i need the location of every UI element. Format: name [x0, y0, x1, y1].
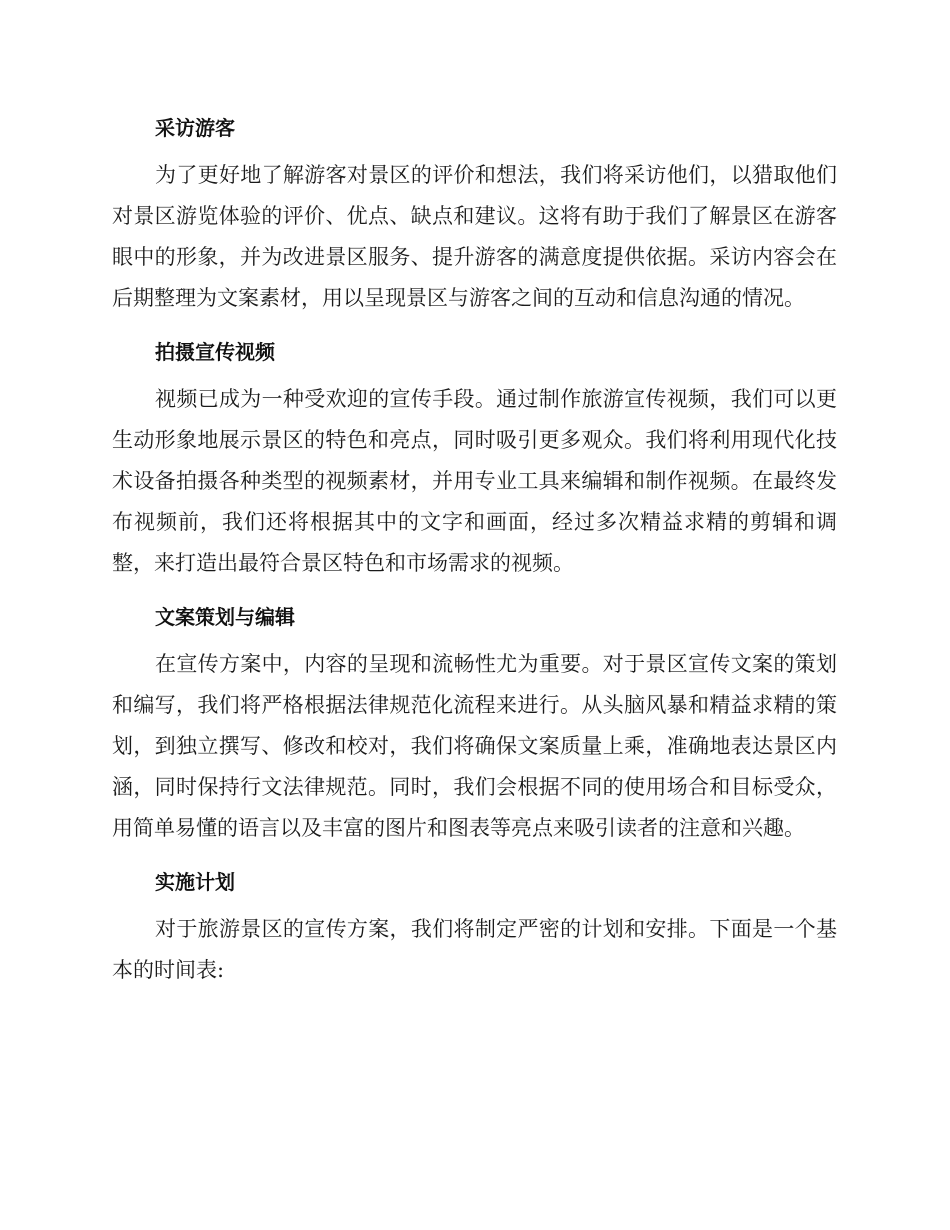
section-interview-tourists [112, 108, 837, 319]
document-content [112, 108, 837, 1004]
section-paragraph: 对于旅游景区的宣传方案，我们将制定严密的计划和安排。下面是一个基本的时间表: [112, 917, 837, 982]
section-paragraph: 为了更好地了解游客对景区的评价和想法，我们将采访他们，以猎取他们对景区游览体验的评价、优点、缺点和建议。这将有助于我们了解景区在游客眼中的形象，并为改进景区服务、提升游客的满意度提供依据。采访内容会在后期整理为文案素材，用以呈现景区与游客之间的互动和信息沟通的情况。 [112, 163, 837, 310]
section-copywriting [112, 597, 837, 849]
section-promo-video [112, 332, 837, 584]
section-paragraph: 视频已成为一种受欢迎的宣传手段。通过制作旅游宣传视频，我们可以更生动形象地展示景区的特色和亮点，同时吸引更多观众。我们将利用现代化技术设备拍摄各种类型的视频素材，并用专业工具来编辑和制作视频。在最终发布视频前，我们还将根据其中的文字和画面，经过多次精益求精的剪辑和调整，来打造出最符合景区特色和市场需求的视频。 [112, 387, 837, 575]
section-heading: 拍摄宣传视频 [155, 340, 275, 364]
section-heading: 文案策划与编辑 [155, 605, 295, 629]
section-heading: 实施计划 [155, 870, 235, 894]
section-paragraph: 在宣传方案中，内容的呈现和流畅性尤为重要。对于景区宣传文案的策划和编写，我们将严格根据法律规范化流程来进行。从头脑风暴和精益求精的策划，到独立撰写、修改和校对，我们将确保文案质量上乘，准确地表达景区内涵，同时保持行文法律规范。同时，我们会根据不同的使用场合和目标受众，用简单易懂的语言以及丰富的图片和图表等亮点来吸引读者的注意和兴趣。 [112, 652, 837, 840]
section-heading: 采访游客 [155, 116, 235, 140]
section-implementation-plan [112, 862, 837, 991]
